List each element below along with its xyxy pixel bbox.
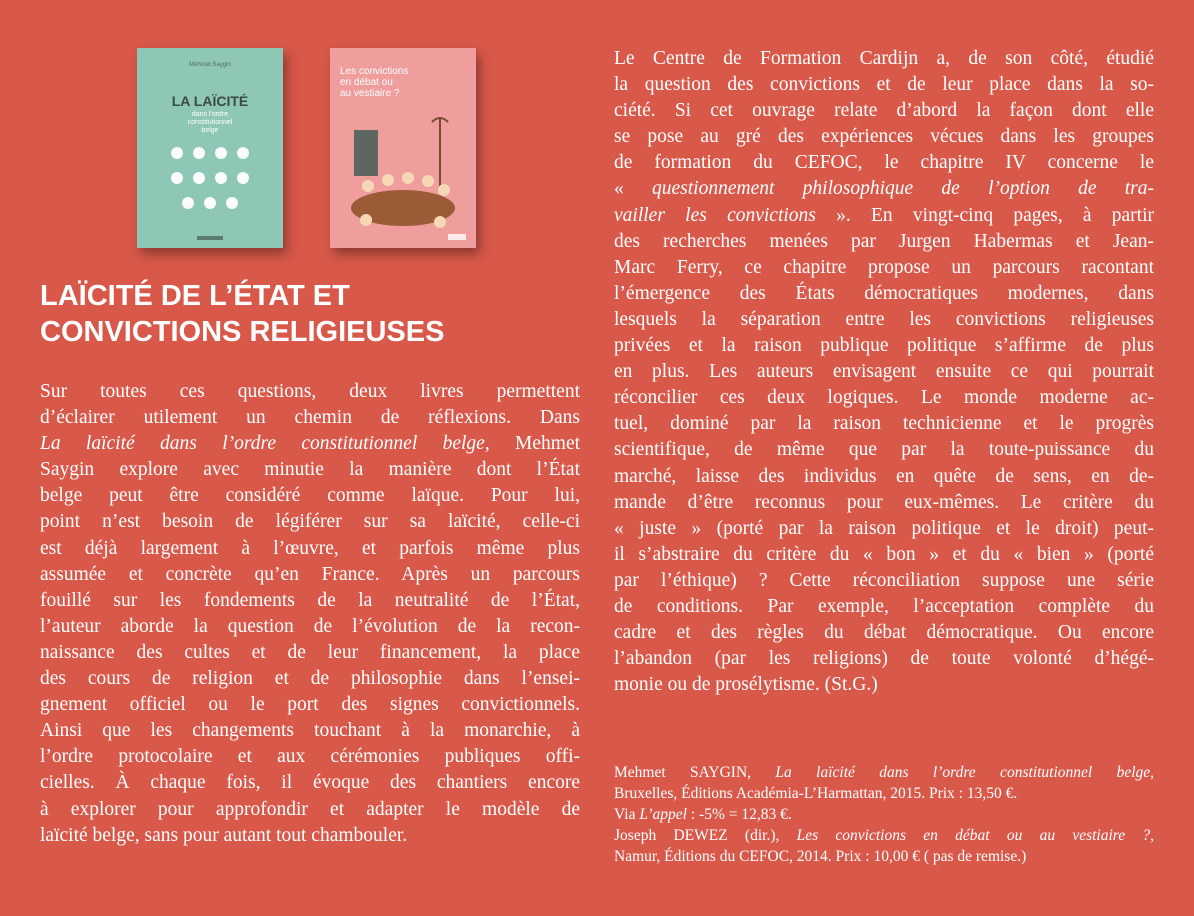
cover2-door-icon bbox=[354, 130, 378, 176]
body-text-line: lesquels la séparation entre les convictions religieuses bbox=[614, 308, 1154, 330]
body-text-line: de formation du CEFOC, le chapitre IV concerne le bbox=[614, 152, 1154, 174]
reference-line-italic: La laïcité dans l’ordre constitutionnel belge, bbox=[775, 764, 1155, 781]
article-body-right-column bbox=[614, 46, 1154, 698]
body-text-line: belge peut être considéré comme laïque. Pour lui, bbox=[40, 485, 580, 507]
body-text-line: marché, laisse des individus en quête de sens, en de- bbox=[614, 465, 1154, 487]
body-text-line: en plus. Les auteurs envisagent ensuite ce qui pourrait bbox=[614, 361, 1154, 383]
book-cover-laicite bbox=[137, 48, 283, 248]
body-text-line: ciété. Si cet ouvrage relate d’abord la façon dont elle bbox=[614, 100, 1154, 122]
body-text-line: Marc Ferry, ce chapitre propose un parcours racontant bbox=[614, 256, 1154, 278]
body-text-line: des recherches menées par Jurgen Habermas et Jean- bbox=[614, 230, 1154, 252]
book-references bbox=[614, 762, 1154, 867]
body-text-line: mande d’être reconnus pour eux-mêmes. Le critère du bbox=[614, 491, 1154, 513]
article-title-line-1: LAÏCITÉ DE L’ÉTAT ET bbox=[40, 280, 350, 312]
body-text-line: cadre et des règles du débat démocratique. Ou encore bbox=[614, 622, 1154, 644]
cover1-author: Mehmet Saygin bbox=[189, 62, 231, 68]
article-title-line-2: CONVICTIONS RELIGIEUSES bbox=[40, 316, 445, 348]
cover1-subtitle-2: constitutionnel bbox=[187, 119, 233, 126]
body-text-line: Le Centre de Formation Cardijn a, de son côté, étudié bbox=[614, 48, 1154, 69]
body-text-line: Saygin explore avec minutie la manière dont l’État bbox=[40, 459, 580, 481]
reference-line: Via L’appel : -5% = 12,83 €. bbox=[614, 806, 792, 823]
body-text-line: Ainsi que les changements touchant à la monarchie, à bbox=[40, 720, 580, 742]
article-body-left-column bbox=[40, 379, 580, 849]
body-text-line: privées et la raison publique politique s’affirme de plus bbox=[614, 335, 1154, 357]
body-text-line-italic: La laïcité dans l’ordre constitutionnel belge bbox=[40, 433, 485, 455]
body-text-line: des cours de religion et de philosophie dans l’ensei- bbox=[40, 668, 580, 690]
body-text-line: « questionnement philosophique de l’option de tra- bbox=[614, 178, 1154, 200]
body-text-line: l’abandon (par les religions) de toute volonté d’hégé- bbox=[614, 648, 1154, 670]
reference-line-italic: L’appel bbox=[639, 806, 687, 823]
reference-line: Namur, Éditions du CEFOC, 2014. Prix : 10,00 € ( pas de remise.) bbox=[614, 848, 1027, 865]
body-text-line: l’auteur aborde la question de l’évolution de la recon- bbox=[40, 615, 580, 637]
cover2-title-1: Les convictions bbox=[340, 66, 409, 77]
body-text-line: La laïcité dans l’ordre constitutionnel belge, Mehmet bbox=[40, 433, 581, 455]
cover1-subtitle-3: belge bbox=[201, 127, 219, 134]
body-text-line: point n’est besoin de légiférer sur sa laïcité, celle-ci bbox=[40, 511, 580, 533]
body-text-line: se pose au gré des expériences vécues dans les groupes bbox=[614, 126, 1154, 148]
body-text-line: est déjà largement à l’œuvre, et parfois même plus bbox=[40, 537, 580, 559]
book-cover-convictions bbox=[330, 48, 476, 248]
body-text-line: « juste » (porté par la raison politique et le droit) peut- bbox=[614, 517, 1154, 539]
cover1-subtitle-1: dans l'ordre bbox=[191, 111, 229, 118]
body-text-line-italic: vailler les convictions bbox=[614, 204, 816, 226]
body-text-line: l’ordre protocolaire et aux cérémonies publiques offi- bbox=[40, 746, 580, 768]
body-text-line: l’émergence des États démocratiques modernes, dans bbox=[614, 282, 1154, 304]
cover2-title-2: en débat ou bbox=[340, 77, 393, 88]
body-text-line: assumée et concrète qu’en France. Après un parcours bbox=[40, 563, 580, 585]
body-text-line: cielles. À chaque fois, il évoque des chantiers encore bbox=[40, 772, 580, 794]
body-text-line: scientifique, de même que par la toute-puissance du bbox=[614, 439, 1154, 461]
cover-laicite-art bbox=[137, 48, 283, 248]
body-text-line: fouillé sur les fondements de la neutralité de l’État, bbox=[40, 589, 580, 611]
cover2-title-3: au vestiaire ? bbox=[340, 88, 400, 99]
body-text-line-italic: questionnement philosophique de l’option de tra- bbox=[652, 178, 1154, 200]
body-text-line: à explorer pour approfondir et adapter le modèle de bbox=[40, 798, 580, 820]
body-text-line: par l’éthique) ? Cette réconciliation suppose une série bbox=[614, 569, 1154, 591]
body-text-line: de conditions. Par exemple, l’acceptation complète du bbox=[614, 595, 1154, 617]
body-text-line: réconcilier ces deux logiques. Le monde moderne ac- bbox=[614, 387, 1154, 409]
body-text-line: naissance des cultes et de leur financement, la place bbox=[40, 641, 580, 663]
cover-convictions-art bbox=[330, 48, 476, 248]
body-text-line: la question des convictions et de leur place dans la so- bbox=[614, 74, 1154, 96]
cover1-title: LA LAÏCITÉ bbox=[171, 93, 249, 109]
reference-line: Joseph DEWEZ (dir.), Les convictions en débat ou au vestiaire ?, bbox=[614, 827, 1154, 844]
body-text-line: gnement officiel ou le port des signes convictionnels. bbox=[40, 694, 580, 716]
reference-line: Mehmet SAYGIN, La laïcité dans l’ordre constitutionnel belge, bbox=[614, 764, 1155, 781]
article-title bbox=[40, 278, 560, 350]
body-text-line: monie ou de prosélytisme. (St.G.) bbox=[614, 674, 878, 696]
body-text-line: d’éclairer utilement un chemin de réflexions. Dans bbox=[40, 407, 580, 429]
body-text-line: Sur toutes ces questions, deux livres permettent bbox=[40, 381, 580, 402]
body-text-line: tuel, dominé par la raison technicienne et le progrès bbox=[614, 413, 1154, 435]
body-text-line: vailler les convictions ». En vingt-cinq pages, à partir bbox=[614, 204, 1154, 226]
body-text-line: laïcité belge, sans pour autant tout chambouler. bbox=[40, 824, 408, 846]
body-text-line: il s’abstraire du critère du « bon » et du « bien » (porté bbox=[614, 543, 1154, 565]
reference-line-italic: Les convictions en débat ou au vestiaire ? bbox=[796, 827, 1151, 844]
reference-line: Bruxelles, Éditions Académia-L’Harmattan, 2015. Prix : 13,50 €. bbox=[614, 785, 1018, 802]
